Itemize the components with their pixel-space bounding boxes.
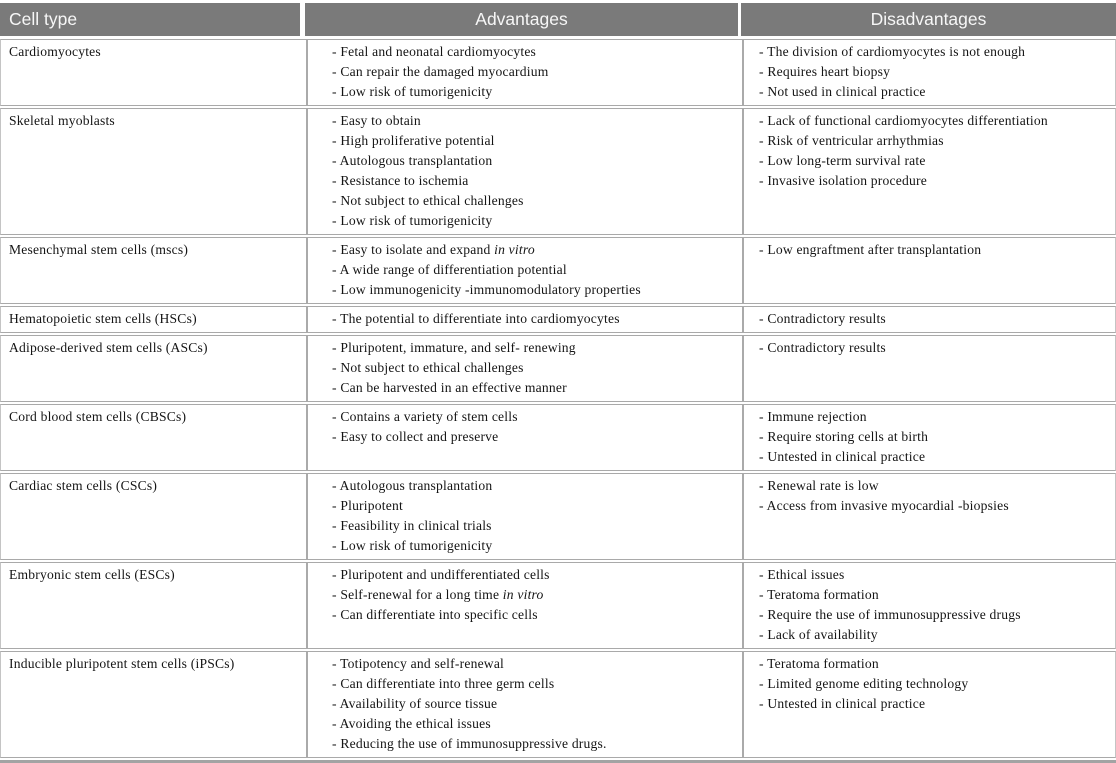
disadvantage-item: - Limited genome editing technology: [759, 674, 1111, 694]
advantage-item: - Low risk of tumorigenicity: [332, 82, 736, 102]
disadvantage-item: - Requires heart biopsy: [759, 62, 1111, 82]
table-row: [0, 39, 1116, 106]
advantage-item: - Not subject to ethical challenges: [332, 191, 736, 211]
cell-type-cell: Adipose-derived stem cells (ASCs): [9, 340, 208, 355]
advantage-item: - Pluripotent and undifferentiated cells: [332, 565, 736, 585]
advantage-item: - Can differentiate into three germ cells: [332, 674, 736, 694]
disadvantage-item: - Untested in clinical practice: [759, 694, 1111, 714]
advantages-cell: [306, 474, 742, 559]
advantage-item: - Autologous transplantation: [332, 476, 736, 496]
advantage-item: - Resistance to ischemia: [332, 171, 736, 191]
advantages-cell: [306, 238, 742, 303]
advantage-item: - Pluripotent: [332, 496, 736, 516]
disadvantage-item: - Require the use of immunosuppressive drugs: [759, 605, 1111, 625]
disadvantages-cell: [742, 40, 1116, 105]
advantages-cell: [306, 563, 742, 648]
advantage-item: - Self-renewal for a long time in vitro: [332, 585, 736, 605]
advantage-item: - Fetal and neonatal cardiomyocytes: [332, 42, 736, 62]
advantage-item: - Low immunogenicity -immunomodulatory properties: [332, 280, 736, 300]
advantage-item: - Reducing the use of immunosuppressive drugs.: [332, 734, 736, 754]
advantage-item: - Availability of source tissue: [332, 694, 736, 714]
table-row: [0, 562, 1116, 649]
advantage-item: - Pluripotent, immature, and self- renewing: [332, 338, 736, 358]
disadvantage-item: - Untested in clinical practice: [759, 447, 1111, 467]
disadvantage-item: - Not used in clinical practice: [759, 82, 1111, 102]
advantage-item: - Totipotency and self-renewal: [332, 654, 736, 674]
table-row: [0, 651, 1116, 758]
disadvantage-item: - Require storing cells at birth: [759, 427, 1111, 447]
advantage-item: - The potential to differentiate into cardiomyocytes: [332, 309, 736, 329]
advantage-item: - Not subject to ethical challenges: [332, 358, 736, 378]
advantages-cell: [306, 40, 742, 105]
disadvantages-cell: [742, 336, 1116, 401]
table-row: [0, 335, 1116, 402]
advantages-cell: [306, 109, 742, 234]
disadvantage-item: - Teratoma formation: [759, 654, 1111, 674]
disadvantages-cell: [742, 652, 1116, 757]
advantage-item: - Avoiding the ethical issues: [332, 714, 736, 734]
cell-type-cell: Inducible pluripotent stem cells (iPSCs): [9, 656, 235, 671]
disadvantage-item: - Invasive isolation procedure: [759, 171, 1111, 191]
advantages-cell: [306, 652, 742, 757]
table-row: [0, 404, 1116, 471]
cell-type-cell: Mesenchymal stem cells (mscs): [9, 242, 189, 257]
disadvantage-item: - Ethical issues: [759, 565, 1111, 585]
advantage-item: - Easy to obtain: [332, 111, 736, 131]
disadvantages-cell: [742, 307, 1116, 332]
cell-type-cell: Embryonic stem cells (ESCs): [9, 567, 175, 582]
table-row: [0, 473, 1116, 560]
advantage-item: - Can differentiate into specific cells: [332, 605, 736, 625]
disadvantage-item: - Immune rejection: [759, 407, 1111, 427]
advantage-item: - Feasibility in clinical trials: [332, 516, 736, 536]
advantages-cell: [306, 405, 742, 470]
cell-type-cell: Skeletal myoblasts: [9, 113, 115, 128]
header-advantages: Advantages: [305, 3, 738, 36]
disadvantage-item: - Access from invasive myocardial -biopsies: [759, 496, 1111, 516]
table-row: [0, 306, 1116, 333]
disadvantage-item: - Contradictory results: [759, 309, 1111, 329]
disadvantage-item: - Renewal rate is low: [759, 476, 1111, 496]
disadvantage-item: - Lack of functional cardiomyocytes differentiation: [759, 111, 1111, 131]
disadvantages-cell: [742, 405, 1116, 470]
disadvantage-item: - Low engraftment after transplantation: [759, 240, 1111, 260]
disadvantage-item: - Lack of availability: [759, 625, 1111, 645]
advantage-item: - Can repair the damaged myocardium: [332, 62, 736, 82]
header-cell-type: Cell type: [0, 3, 300, 36]
advantages-cell: [306, 307, 742, 332]
disadvantage-item: - Teratoma formation: [759, 585, 1111, 605]
cell-type-cell: Hematopoietic stem cells (HSCs): [9, 311, 197, 326]
disadvantages-cell: [742, 238, 1116, 303]
disadvantage-item: - Risk of ventricular arrhythmias: [759, 131, 1111, 151]
table-body: [0, 39, 1116, 758]
table-row: [0, 237, 1116, 304]
advantage-item: - Easy to isolate and expand in vitro: [332, 240, 736, 260]
disadvantages-cell: [742, 563, 1116, 648]
disadvantage-item: - The division of cardiomyocytes is not enough: [759, 42, 1111, 62]
disadvantages-cell: [742, 109, 1116, 234]
advantage-item: - Low risk of tumorigenicity: [332, 211, 736, 231]
disadvantages-cell: [742, 474, 1116, 559]
cell-type-cell: Cardiomyocytes: [9, 44, 101, 59]
advantage-item: - Can be harvested in an effective manner: [332, 378, 736, 398]
disadvantage-item: - Contradictory results: [759, 338, 1111, 358]
table-header-row: [0, 3, 1116, 36]
advantage-item: - Autologous transplantation: [332, 151, 736, 171]
advantage-item: - Easy to collect and preserve: [332, 427, 736, 447]
advantage-item: - Contains a variety of stem cells: [332, 407, 736, 427]
table-row: [0, 108, 1116, 235]
cell-type-cell: Cardiac stem cells (CSCs): [9, 478, 158, 493]
header-disadvantages: Disadvantages: [741, 3, 1116, 36]
cell-type-cell: Cord blood stem cells (CBSCs): [9, 409, 187, 424]
advantages-cell: [306, 336, 742, 401]
advantage-item: - A wide range of differentiation potential: [332, 260, 736, 280]
advantage-item: - Low risk of tumorigenicity: [332, 536, 736, 556]
disadvantage-item: - Low long-term survival rate: [759, 151, 1111, 171]
advantage-item: - High proliferative potential: [332, 131, 736, 151]
